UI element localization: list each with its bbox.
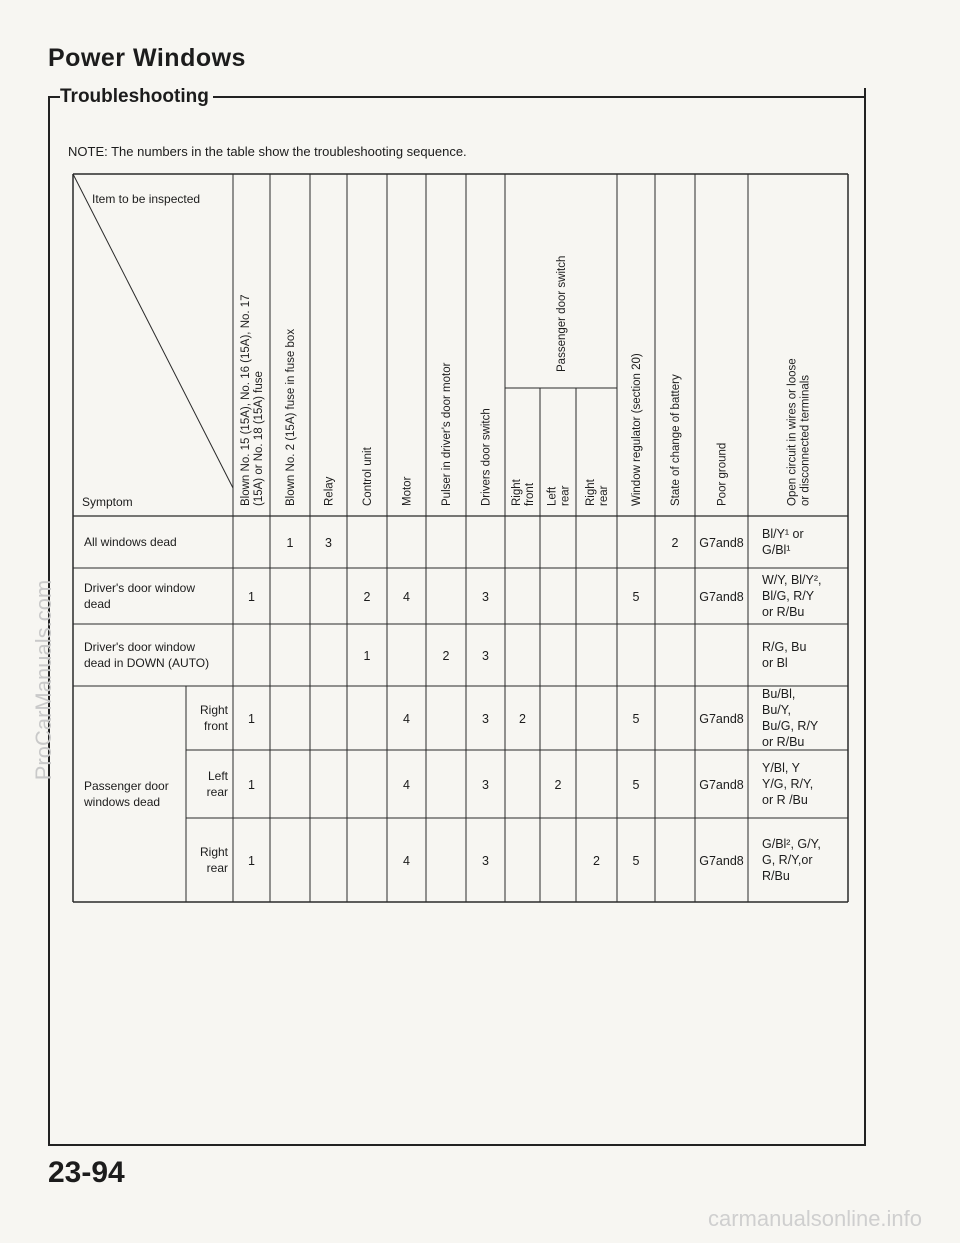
sequence-number: 3 [482,854,489,868]
sequence-number: 2 [442,649,450,663]
wire-code: G/Bl², G/Y, [762,837,821,851]
wire-code: G/Bl¹ [762,543,791,557]
sequence-number: 1 [248,854,255,868]
symptom-label: Driver's door window [84,581,195,595]
wire-code: R/Bu [762,869,790,883]
sequence-number: 2 [363,590,371,604]
symptom-label: All windows dead [84,535,177,549]
sequence-number: 2 [519,712,526,726]
column-header-label: Control unit [362,447,374,506]
symptom-label: Passenger door [84,779,169,793]
sub-symptom-label: rear [206,785,228,799]
symptom-label: dead in DOWN (AUTO) [84,656,210,670]
wire-code: R/G, Bu [762,640,807,654]
sub-symptom-label: Left [207,769,228,783]
page-number: 23-94 [48,1156,125,1189]
corner-item-label: Item to be inspected [92,192,201,206]
passenger-switch-group-label: Passenger door switch [556,255,568,372]
sub-symptom-label: rear [206,861,228,875]
sequence-number: 5 [632,854,640,868]
wire-code: or R/Bu [762,605,805,619]
column-header-label: front [524,482,536,506]
column-header-label: Window regulator (section 20) [631,353,643,506]
wire-code: Bl/G, R/Y [762,589,815,603]
page-title: Power Windows [48,44,246,72]
ground-code: G7and8 [699,854,744,868]
wire-code: Bu/G, R/Y [762,719,819,733]
wire-code: W/Y, Bl/Y², [762,573,822,587]
column-header-label: Open circuit in wires or loose [786,358,799,506]
sub-symptom-label: Right [199,703,228,717]
column-header-label: Left [546,486,559,506]
column-header-label: Right [585,479,597,506]
corner-diagonal [73,174,233,488]
sequence-number: 3 [482,649,489,663]
wire-code: Y/G, R/Y, [762,777,814,791]
column-header-label: Drivers door switch [480,408,493,506]
sequence-number: 4 [403,712,410,726]
note-text: NOTE: The numbers in the table show the troubleshooting sequence. [68,144,467,159]
ground-code: G7and8 [699,536,744,550]
sequence-number: 4 [403,778,410,792]
column-header-label: Pulser in driver's door motor [441,362,453,506]
watermark-left: ProCarManuals.com [31,579,56,781]
wire-code: Bl/Y¹ or [762,527,804,541]
ground-code: G7and8 [699,712,744,726]
symptom-label: windows dead [84,795,161,809]
column-header-label: State of change of battery [670,374,682,506]
corner-symptom-label: Symptom [82,495,133,509]
column-header-label: rear [598,485,610,506]
column-header-label: Relay [323,476,336,506]
sequence-number: 5 [632,712,640,726]
sequence-number: 3 [482,712,489,726]
sequence-number: 3 [482,590,489,604]
wire-code: Bu/Y, [762,703,791,717]
sub-symptom-label: front [203,719,228,733]
column-header-label: Right [511,479,523,506]
sequence-number: 2 [554,778,562,792]
symptom-label: Driver's door window [84,640,195,654]
wire-code: or R/Bu [762,735,805,749]
column-header-label: or disconnected terminals [799,374,812,506]
column-header-label: Poor ground [716,442,729,506]
column-header-label: Motor [401,476,414,506]
sequence-number: 1 [248,778,255,792]
sequence-number: 1 [248,590,255,604]
wire-code: or Bl [762,656,788,670]
sequence-number: 5 [632,778,640,792]
sequence-number: 1 [248,712,255,726]
sequence-number: 3 [325,536,332,550]
wire-code: Y/Bl, Y [762,761,800,775]
sequence-number: 4 [403,590,410,604]
section-title: Troubleshooting [60,86,213,108]
sequence-number: 1 [286,536,294,550]
sequence-number: 2 [671,536,679,550]
column-header-label: (15A) or No. 18 (15A) fuse [253,371,265,506]
wire-code: Bu/Bl, [762,687,796,701]
sequence-number: 3 [482,778,489,792]
column-header-label: rear [559,485,572,506]
sequence-number: 5 [632,590,640,604]
ground-code: G7and8 [699,778,744,792]
watermark-bottom: carmanualsonline.info [708,1206,923,1231]
sequence-number: 4 [403,854,410,868]
symptom-label: dead [84,597,111,611]
sequence-number: 2 [593,854,600,868]
ground-code: G7and8 [699,590,744,604]
sub-symptom-label: Right [199,845,228,859]
column-header-label: Blown No. 15 (15A), No. 16 (15A), No. 17 [240,294,252,506]
wire-code: or R /Bu [762,793,808,807]
sequence-number: 1 [363,649,371,663]
column-header-label: Blown No. 2 (15A) fuse in fuse box [285,328,297,506]
wire-code: G, R/Y,or [762,853,813,867]
